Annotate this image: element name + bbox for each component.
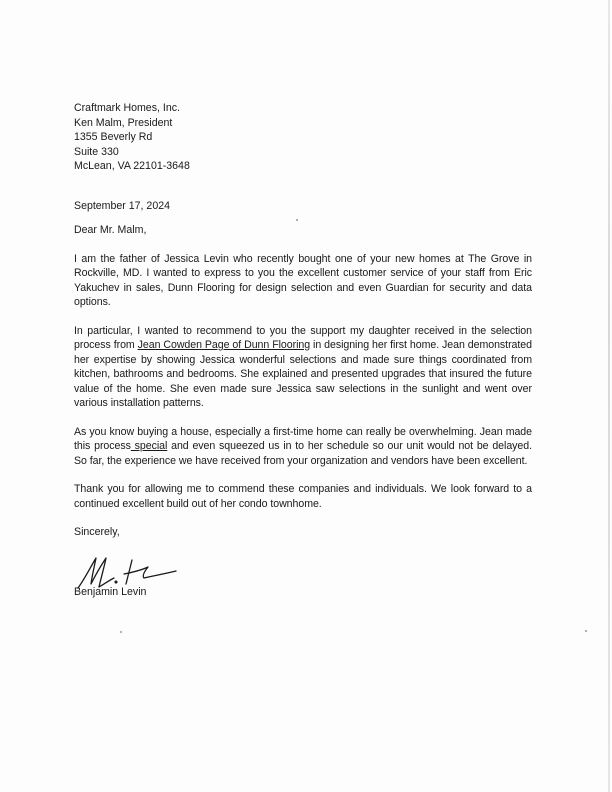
paragraph-4: Thank you for allowing me to commend these companies and individuals. We look forward to a continued excellent build out of her condo townhome. — [74, 483, 532, 510]
letter-date: September 17, 2024 — [74, 199, 171, 212]
scan-edge-shadow — [608, 0, 610, 792]
closing: Sincerely, — [74, 526, 120, 538]
scan-speck — [120, 631, 122, 633]
paragraph-3 — [74, 425, 532, 469]
paragraph-1: I am the father of Jessica Levin who recently bought one of your new homes at The Grove in Rockville, MD. I wanted to express to you the excellent customer service of your staff from Eric Yakuchev in sales, Dunn Flooring for design selection and even Guardian for security and data options. — [74, 252, 532, 308]
paragraph-3-underlined-word: special — [130, 440, 168, 452]
paragraph-2-text-after: in designing her first home. Jean demonstrated her expertise by showing Jessica wonderful selections and made sure things coordinated from kitchen, bathrooms and bedrooms. She explained and presented upgrades that insured the future value of the home. She even made sure Jessica saw selections in the sunlight and went over various installation patterns. — [74, 339, 532, 409]
signer-name: Benjamin Levin — [74, 586, 147, 598]
recipient-street: 1355 Beverly Rd — [74, 131, 153, 143]
scan-speck — [296, 219, 298, 221]
paragraph-2 — [74, 324, 532, 411]
recipient-company: Craftmark Homes, Inc. — [74, 102, 180, 114]
paragraph-3-text-after: and even squeezed us in to her schedule so our unit would not be delayed. So far, the experience we have received from your organization and vendors have been excellent. — [74, 440, 532, 467]
recipient-name-title: Ken Malm, President — [74, 116, 173, 129]
letter-body — [74, 101, 532, 540]
recipient-address-block — [74, 101, 532, 174]
scan-speck — [585, 630, 587, 632]
paragraph-2-underlined-name: Jean Cowden Page of Dunn Flooring — [137, 339, 311, 351]
recipient-suite: Suite 330 — [74, 145, 119, 158]
recipient-city-state-zip: McLean, VA 22101-3648 — [74, 160, 190, 172]
paragraph-3-text-before: As you know buying a house, especially a first-time home can really be overwhelming. Jean made this process — [74, 425, 532, 452]
paragraph-2-text-before: In particular, I wanted to recommend to you the support my daughter received in the selection process from — [74, 324, 532, 351]
salutation: Dear Mr. Malm, — [74, 224, 147, 236]
